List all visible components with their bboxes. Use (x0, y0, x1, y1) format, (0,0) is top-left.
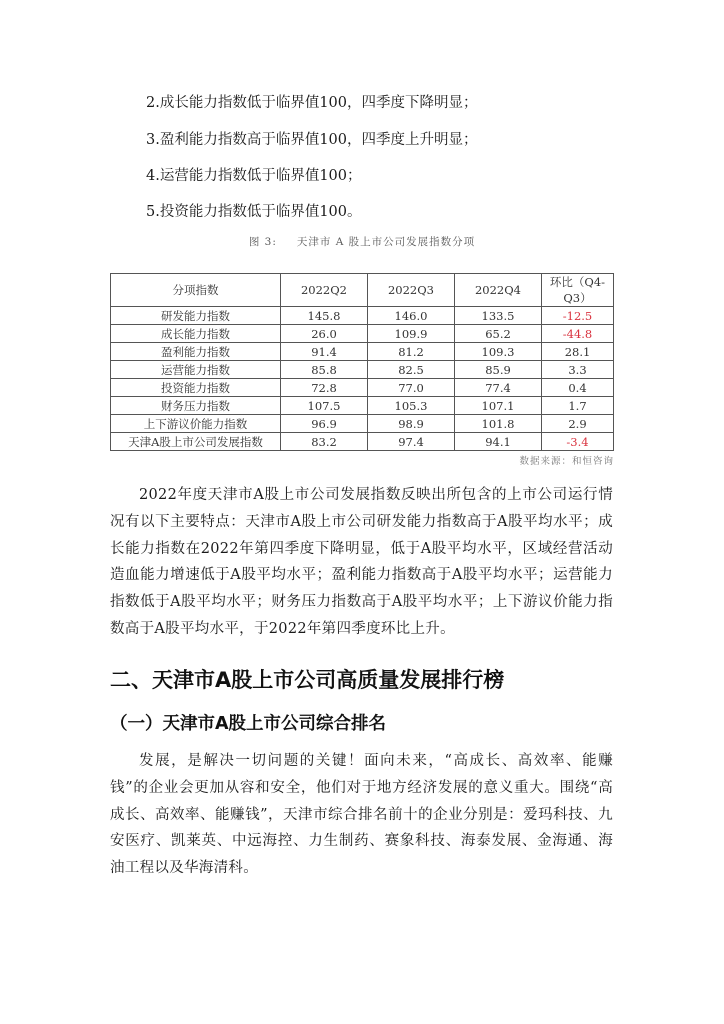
value-cell: 109.9 (368, 325, 455, 343)
figure-title: 天津市 A 股上市公司发展指数分项 (296, 236, 476, 248)
subsection-heading: （一）天津市A股上市公司综合排名 (110, 714, 387, 734)
table-row (111, 361, 614, 379)
row-name-cell: 财务压力指数 (111, 397, 281, 415)
index-table (110, 273, 614, 451)
value-cell: 97.4 (368, 433, 455, 451)
value-cell: 77.4 (455, 379, 542, 397)
list-item-profit: 3.盈利能力指数高于临界值100，四季度上升明显； (146, 132, 478, 148)
list-item-investment: 5.投资能力指数低于临界值100。 (146, 204, 362, 220)
table-header-row (111, 274, 614, 307)
list-item-growth: 2.成长能力指数低于临界值100，四季度下降明显； (146, 95, 478, 111)
change-cell: 3.3 (542, 361, 614, 379)
row-name-cell: 天津A股上市公司发展指数 (111, 433, 281, 451)
table-row (111, 343, 614, 361)
value-cell: 26.0 (281, 325, 368, 343)
value-cell: 91.4 (281, 343, 368, 361)
column-header: 环比（Q4-Q3） (542, 274, 614, 307)
summary-paragraph: 2022年度天津市A股上市公司发展指数反映出所包含的上市公司运行情况有以下主要特点：天津市A股上市公司研发能力指数高于A股平均水平；成长能力指数在2022年第四季度下降明显，低于A股平均水平，区域经营活动造血能力增速低于A股平均水平；盈利能力指数高于A股平均水平；运营能力指数低于A股平均水平；财务压力指数高于A股平均水平；上下游议价能力指数高于A股平均水平，于2022年第四季度环比上升。 (110, 487, 613, 637)
row-name-cell: 上下游议价能力指数 (111, 415, 281, 433)
value-cell: 107.1 (455, 397, 542, 415)
table-row (111, 307, 614, 325)
section-heading: 二、天津市A股上市公司高质量发展排行榜 (110, 668, 505, 692)
table-row (111, 415, 614, 433)
table-row (111, 379, 614, 397)
value-cell: 65.2 (455, 325, 542, 343)
change-cell: -3.4 (542, 433, 614, 451)
value-cell: 77.0 (368, 379, 455, 397)
value-cell: 101.8 (455, 415, 542, 433)
value-cell: 98.9 (368, 415, 455, 433)
change-cell: -12.5 (542, 307, 614, 325)
figure-label: 图 3: (248, 236, 277, 248)
column-header: 2022Q3 (368, 274, 455, 307)
value-cell: 81.2 (368, 343, 455, 361)
change-cell: 28.1 (542, 343, 614, 361)
value-cell: 83.2 (281, 433, 368, 451)
table-row (111, 397, 614, 415)
column-header: 2022Q2 (281, 274, 368, 307)
list-item-operation: 4.运营能力指数低于临界值100； (146, 168, 362, 184)
row-name-cell: 投资能力指数 (111, 379, 281, 397)
value-cell: 145.8 (281, 307, 368, 325)
change-cell: 0.4 (542, 379, 614, 397)
row-name-cell: 研发能力指数 (111, 307, 281, 325)
row-name-cell: 盈利能力指数 (111, 343, 281, 361)
ranking-paragraph: 发展，是解决一切问题的关键！面向未来，“高成长、高效率、能赚钱”的企业会更加从容和安全，他们对于地方经济发展的意义重大。围绕“高成长、高效率、能赚钱”，天津市综合排名前十的企业分别是：爱玛科技、九安医疗、凯莱英、中远海控、力生制药、赛象科技、海泰发展、金海通、海油工程以及华海清科。 (110, 753, 613, 877)
value-cell: 109.3 (455, 343, 542, 361)
change-cell: 2.9 (542, 415, 614, 433)
data-source-note: 数据来源：和恒咨询 (519, 456, 614, 467)
change-cell: 1.7 (542, 397, 614, 415)
value-cell: 133.5 (455, 307, 542, 325)
column-header: 分项指数 (111, 274, 281, 307)
column-header: 2022Q4 (455, 274, 542, 307)
value-cell: 107.5 (281, 397, 368, 415)
change-cell: -44.8 (542, 325, 614, 343)
row-name-cell: 运营能力指数 (111, 361, 281, 379)
value-cell: 146.0 (368, 307, 455, 325)
row-name-cell: 成长能力指数 (111, 325, 281, 343)
table-row (111, 325, 614, 343)
value-cell: 94.1 (455, 433, 542, 451)
value-cell: 72.8 (281, 379, 368, 397)
value-cell: 85.8 (281, 361, 368, 379)
figure-caption (0, 234, 724, 249)
value-cell: 85.9 (455, 361, 542, 379)
table-row (111, 433, 614, 451)
value-cell: 96.9 (281, 415, 368, 433)
table-body (111, 307, 614, 451)
value-cell: 82.5 (368, 361, 455, 379)
value-cell: 105.3 (368, 397, 455, 415)
